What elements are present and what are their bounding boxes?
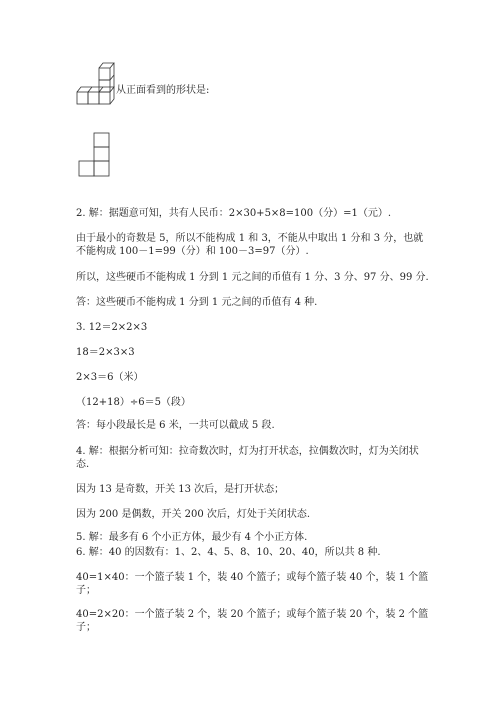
front-view-figure <box>78 132 112 178</box>
solution-2-line-1: 2. 解：据题意可知，共有人民币：2×30+5×8=100（分）=1（元）. <box>76 208 392 219</box>
solution-3-line-4: （12+18）÷6＝5（段） <box>76 397 191 408</box>
solution-6-line-2: 40=1×40：一个篮子装 1 个，装 40 个篮子；或每个篮子装 40 个，装 1 个篮子； <box>76 572 429 596</box>
solution-5: 5. 解：最多有 6 个小正方体，最少有 4 个小正方体. <box>76 532 308 543</box>
solution-3-line-2: 18＝2×3×3 <box>76 347 135 358</box>
solution-3-answer: 答：每小段最长是 6 米，一共可以截成 5 段. <box>76 420 275 431</box>
solution-2-answer: 答：这些硬币不能构成 1 分到 1 元之间的币值有 4 种. <box>76 297 318 308</box>
solution-2-line-3: 所以，这些硬币不能构成 1 分到 1 元之间的币值有 1 分、3 分、97 分、99 分. <box>76 272 429 283</box>
solution-6-line-1: 6. 解：40 的因数有：1、2、4、5、8、10、20、40，所以共 8 种. <box>76 547 381 558</box>
solution-2-line-2: 由于最小的奇数是 5，所以不能构成 1 和 3，不能从中取出 1 分和 3 分，也就不能构成 100－1=99（分）和 100－3=97（分）. <box>76 233 424 257</box>
solution-4-line-3: 因为 200 是偶数，开关 200 次后，灯处于关闭状态. <box>76 509 311 520</box>
solution-4-line-1: 4. 解：根据分析可知：拉奇数次时，灯为打开状态，拉偶数次时，灯为关闭状态. <box>76 446 419 470</box>
front-view-squares-icon <box>78 132 112 178</box>
solution-6-line-3: 40=2×20：一个篮子装 2 个，装 20 个篮子；或每个篮子装 20 个，装 2 个篮子； <box>76 609 429 633</box>
solution-3-line-3: 2×3＝6（米） <box>76 372 144 383</box>
cube-stack-figure <box>76 58 116 106</box>
isometric-cubes-icon <box>76 58 116 106</box>
solution-3-line-1: 3. 12＝2×2×3 <box>76 322 148 333</box>
figure-caption: 从正面看到的形状是: <box>116 85 210 96</box>
solution-4-line-2: 因为 13 是奇数，开关 13 次后，是打开状态； <box>76 484 285 495</box>
